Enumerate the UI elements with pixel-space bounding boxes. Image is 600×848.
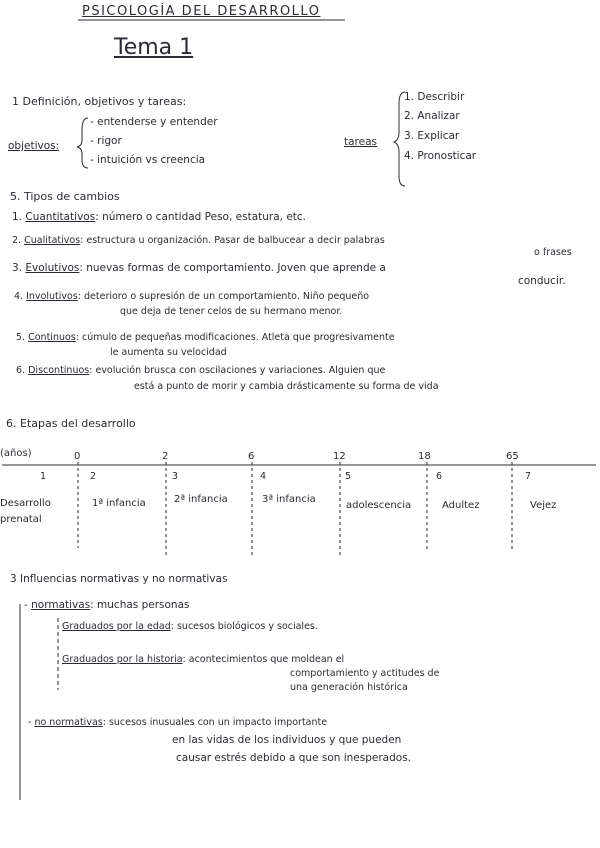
stage-label: 1ª infancia: [92, 498, 146, 509]
age-tick: 0: [74, 451, 81, 462]
age-tick: 12: [333, 451, 346, 462]
stage-label: Adultez: [442, 500, 480, 511]
stage-label: 3ª infancia: [262, 494, 316, 505]
normativas-line: - normativas: muchas personas: [24, 599, 190, 611]
section-6-heading: 6. Etapas del desarrollo: [6, 417, 136, 430]
tarea-item: 1. Describir: [404, 91, 465, 103]
stage-number: 5: [345, 471, 352, 482]
stage-number: 6: [436, 471, 443, 482]
age-tick: 65: [506, 451, 519, 462]
change-type-item: 1. Cuantitativos: número o cantidad Peso, estatura, etc.: [12, 211, 307, 223]
age-tick: 2: [162, 451, 169, 462]
no-normativas-continuation: en las vidas de los individuos y que pueden: [172, 734, 402, 746]
tarea-item: 4. Pronosticar: [404, 150, 477, 162]
graduados-historia-line: Graduados por la historia: acontecimientos que moldean el: [62, 654, 345, 665]
historia-continuation: una generación histórica: [290, 682, 408, 693]
change-type-item: 6. Discontinuos: evolución brusca con oscilaciones y variaciones. Alguien que: [16, 365, 386, 376]
stage-number: 1: [40, 471, 47, 482]
change-type-item: 5. Continuos: cúmulo de pequeñas modificaciones. Atleta que progresivamente: [16, 332, 395, 343]
stage-label: Desarrollo prenatal: [0, 498, 51, 525]
section-1-heading: 1 Definición, objetivos y tareas:: [12, 95, 187, 108]
objetivo-item: - entenderse y entender: [90, 116, 218, 128]
tareas-label: tareas: [344, 136, 378, 148]
objetivo-item: - rigor: [90, 135, 122, 147]
no-normativas-line: - no normativas: sucesos inusuales con un impacto importante: [28, 717, 328, 728]
change-type-item: 3. Evolutivos: nuevas formas de comportamiento. Joven que aprende a: [12, 262, 386, 274]
change-type-continuation: conducir.: [518, 275, 566, 287]
age-tick: 6: [248, 451, 255, 462]
age-tick: 18: [418, 451, 431, 462]
objetivos-label: objetivos:: [8, 140, 60, 152]
stage-number: 4: [260, 471, 267, 482]
stage-label: Vejez: [530, 500, 557, 511]
stage-number: 7: [525, 471, 532, 482]
change-type-continuation: o frases: [534, 247, 572, 258]
tema-heading: Tema 1: [114, 35, 194, 60]
change-type-continuation: está a punto de morir y cambia drásticamente su forma de vida: [134, 381, 439, 392]
document-title: PSICOLOGÍA DEL DESARROLLO: [82, 4, 321, 19]
stage-number: 2: [90, 471, 97, 482]
change-type-item: 2. Cualitativos: estructura u organización. Pasar de balbucear a decir palabras: [12, 235, 385, 246]
stage-number: 3: [172, 471, 179, 482]
section-3-heading: 3 Influencias normativas y no normativas: [10, 573, 228, 585]
objetivo-item: - intuición vs creencia: [90, 154, 206, 166]
tarea-item: 3. Explicar: [404, 130, 460, 142]
tarea-item: 2. Analizar: [404, 110, 460, 122]
change-type-continuation: que deja de tener celos de su hermano menor.: [120, 306, 343, 317]
graduados-edad-line: Graduados por la edad: sucesos biológicos y sociales.: [62, 621, 318, 632]
no-normativas-continuation: causar estrés debido a que son inesperados.: [176, 752, 412, 764]
change-type-continuation: le aumenta su velocidad: [110, 347, 227, 358]
stage-label: adolescencia: [346, 500, 412, 511]
section-5-heading: 5. Tipos de cambios: [10, 190, 120, 203]
historia-continuation: comportamiento y actitudes de: [290, 668, 440, 679]
stage-label: 2ª infancia: [174, 494, 228, 505]
change-type-item: 4. Involutivos: deterioro o supresión de un comportamiento. Niño pequeño: [14, 291, 370, 302]
axis-label: (años): [0, 448, 32, 459]
